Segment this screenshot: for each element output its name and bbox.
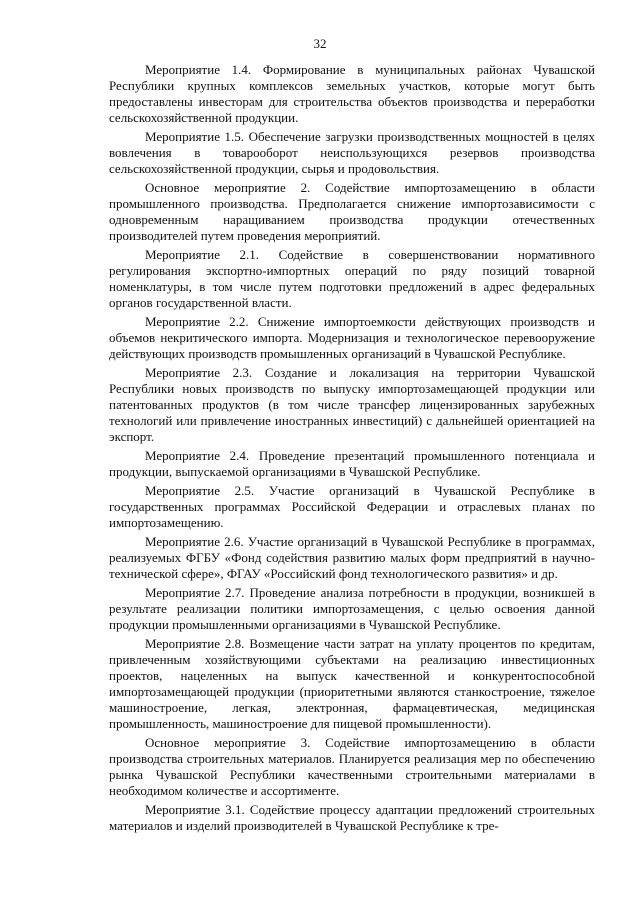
paragraph-measure-1-4: Мероприятие 1.4. Формирование в муниципальных районах Чувашской Республики крупных комплексов земельных участков, которые могут быть предоставлены инвесторам для строительства объектов производства и переработки сельскохозяйственной продукции. bbox=[109, 62, 595, 125]
paragraph-measure-2-1: Мероприятие 2.1. Содействие в совершенствовании нормативного регулирования экспортно-импортных операций по ряду позиций товарной номенклатуры, в том числе путем подготовки предложений в адрес федеральных органов государственной власти. bbox=[109, 247, 595, 310]
paragraph-main-measure-2: Основное мероприятие 2. Содействие импортозамещению в области промышленного производства. Предполагается снижение импортозависимости с одновременным наращиванием производства продукции отечественных производителей путем проведения мероприятий. bbox=[109, 180, 595, 243]
paragraph-measure-3-1: Мероприятие 3.1. Содействие процессу адаптации предложений строительных материалов и изделий производителей в Чувашской Республике к тре- bbox=[109, 802, 595, 833]
paragraph-measure-2-5: Мероприятие 2.5. Участие организаций в Чувашской Республике в государственных программах Российской Федерации и отраслевых планах по импортозамещению. bbox=[109, 483, 595, 530]
paragraph-measure-2-3: Мероприятие 2.3. Создание и локализация на территории Чувашской Республики новых производств по выпуску импортозамещающей продукции или патентованных продуктов (в том числе трансфер лицензированных зарубежных технологий или привлечение иностранных инвестиций) с дальнейшей ориентацией на экспорт. bbox=[109, 365, 595, 444]
document-body bbox=[109, 62, 595, 837]
paragraph-measure-2-2: Мероприятие 2.2. Снижение импортоемкости действующих производств и объемов некритического импорта. Модернизация и технологическое перевооружение действующих производств промышленных организаций в Чувашской Республике. bbox=[109, 314, 595, 361]
paragraph-measure-2-7: Мероприятие 2.7. Проведение анализа потребности в продукции, возникшей в результате реализации политики импортозамещения, с целью освоения данной продукции промышленными организациями в Чувашской Республике. bbox=[109, 585, 595, 632]
paragraph-measure-2-8: Мероприятие 2.8. Возмещение части затрат на уплату процентов по кредитам, привлеченным хозяйствующими субъектами на реализацию инвестиционных проектов, нацеленных на выпуск качественной и конкурентоспособной импортозамещающей продукции (приоритетными являются станкостроение, тяжелое машиностроение, легкая, электронная, фармацевтическая, медицинская промышленность, машиностроение для пищевой промышленности). bbox=[109, 636, 595, 731]
page-number: 32 bbox=[313, 36, 327, 51]
paragraph-measure-2-4: Мероприятие 2.4. Проведение презентаций промышленного потенциала и продукции, выпускаемой организациями в Чувашской Республике. bbox=[109, 448, 595, 479]
paragraph-main-measure-3: Основное мероприятие 3. Содействие импортозамещению в области производства строительных материалов. Планируется реализация мер по обеспечению рынка Чувашской Республики качественными строительными материалами в необходимом количестве и ассортименте. bbox=[109, 735, 595, 798]
paragraph-measure-1-5: Мероприятие 1.5. Обеспечение загрузки производственных мощностей в целях вовлечения в товарооборот неиспользующихся резервов производства сельскохозяйственной продукции, сырья и продовольствия. bbox=[109, 129, 595, 176]
paragraph-measure-2-6: Мероприятие 2.6. Участие организаций в Чувашской Республике в программах, реализуемых ФГБУ «Фонд содействия развитию малых форм предприятий в научно-технической сфере», ФГАУ «Российский фонд технологического развития» и др. bbox=[109, 534, 595, 581]
